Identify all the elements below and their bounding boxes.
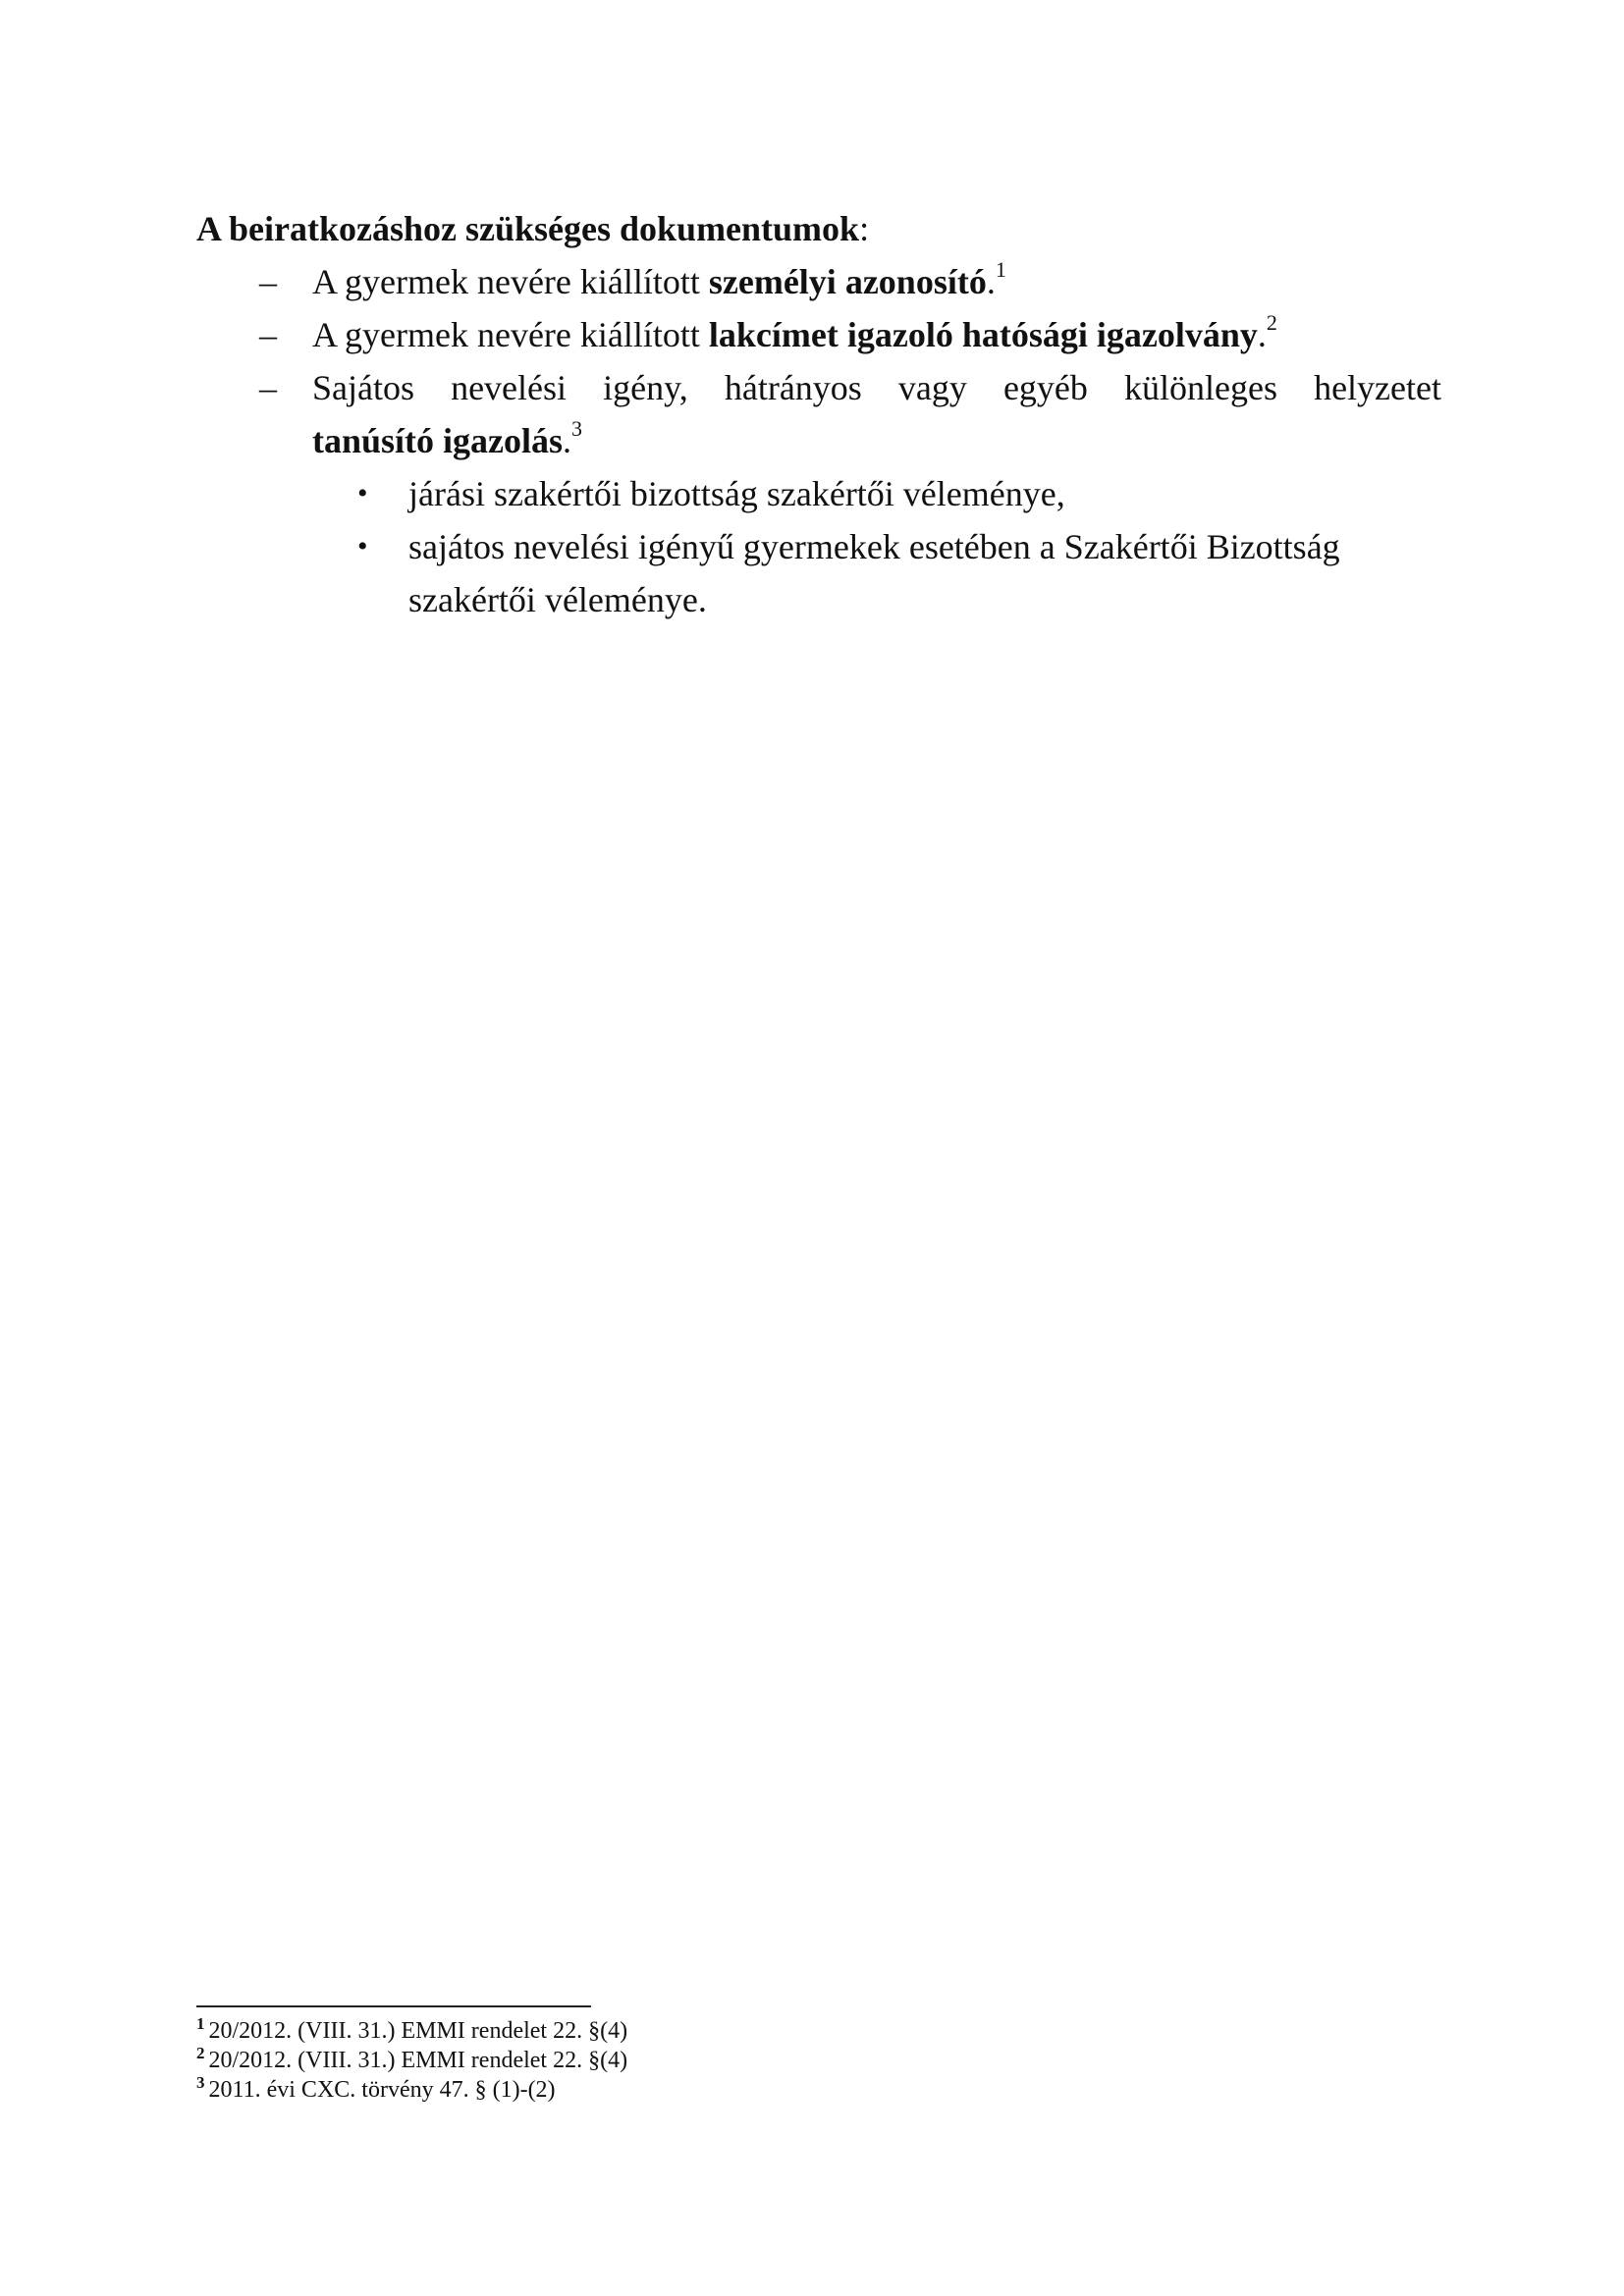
list-item: [196, 361, 1441, 467]
bullet-text: járási szakértői bizottság szakértői véleménye,: [408, 474, 1065, 513]
bullet-item: [357, 520, 1441, 626]
item-bold-text: személyi azonosító: [708, 262, 987, 301]
footnote-ref: 2: [1266, 310, 1277, 335]
word: különleges: [1124, 368, 1277, 407]
list-item: [196, 255, 1441, 308]
footnote-text: 20/2012. (VIII. 31.) EMMI rendelet 22. §(4): [208, 2018, 628, 2044]
footnote-separator: [196, 2005, 591, 2007]
heading-colon: :: [859, 209, 870, 248]
word: vagy: [897, 368, 967, 407]
item-text-line: [312, 361, 1441, 414]
footnote-text: 2011. évi CXC. törvény 47. § (1)-(2): [208, 2077, 556, 2103]
bullet-marker: •: [357, 530, 368, 562]
word: igény,: [603, 368, 688, 407]
bullet-item: [357, 467, 1441, 520]
item-text-line: [312, 414, 1441, 467]
section-heading: [196, 202, 869, 255]
item-period: .: [986, 262, 996, 301]
footnote: [196, 2046, 627, 2075]
list-item: [196, 308, 1441, 361]
item-bold-text: tanúsító igazolás: [312, 421, 564, 460]
footnote: [196, 2016, 627, 2046]
item-bold-text: lakcímet igazoló hatósági igazolvány: [708, 315, 1258, 354]
item-period: .: [563, 421, 572, 460]
dash-marker: –: [259, 315, 277, 354]
heading-bold-text: A beiratkozáshoz szükséges dokumentumok: [196, 209, 860, 248]
footnote-ref: 3: [571, 416, 583, 441]
word: Sajátos: [312, 368, 414, 407]
item-text: A gyermek nevére kiállított: [312, 315, 709, 354]
word: nevelési: [451, 368, 568, 407]
word: helyzetet: [1314, 368, 1441, 407]
footnote-text: 20/2012. (VIII. 31.) EMMI rendelet 22. §(4): [208, 2048, 628, 2073]
item-text: A gyermek nevére kiállított: [312, 262, 709, 301]
bullet-marker: •: [357, 477, 368, 509]
footnote-ref: 1: [995, 257, 1006, 282]
footnote-number: 2: [196, 2044, 205, 2062]
footnote: [196, 2075, 556, 2105]
footnote-number: 3: [196, 2073, 205, 2092]
dash-marker: –: [259, 368, 277, 407]
item-period: .: [1257, 315, 1267, 354]
footnote-number: 1: [196, 2014, 205, 2033]
word: egyéb: [1002, 368, 1088, 407]
bullet-text-line: sajátos nevelési igényű gyermekek esetében a Szakértői Bizottság: [408, 527, 1340, 566]
dash-marker: –: [259, 262, 277, 301]
bullet-text-line: szakértői véleménye.: [408, 580, 707, 619]
word: hátrányos: [724, 368, 862, 407]
